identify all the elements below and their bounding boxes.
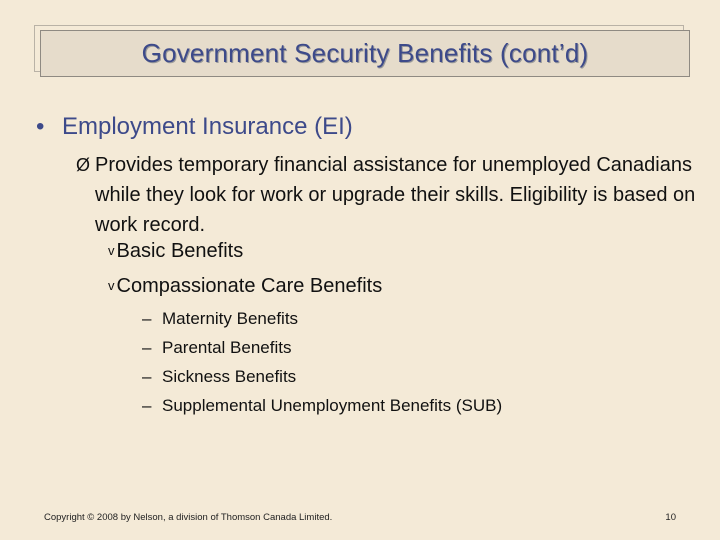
bullet-dot-icon: • (36, 113, 45, 140)
dash-bullet: – (142, 367, 152, 386)
slide-title: Government Security Benefits (cont’d) (141, 38, 589, 68)
benefit-item-label: Compassionate Care Benefits (116, 275, 383, 297)
page-number: 10 (665, 512, 676, 523)
sub-benefit-label: Parental Benefits (162, 338, 292, 357)
benefit-item-label: Basic Benefits (116, 240, 244, 262)
subbullet-text: Provides temporary financial assistance for unemployed Canadians while they look for work or upgrade their skills. Eligibility is based on work record. (95, 154, 696, 236)
bullet-employment-insurance (36, 113, 353, 141)
sub-benefit-label: Maternity Benefits (162, 309, 299, 328)
benefit-item-basic (108, 240, 243, 263)
sub-benefit-label: Supplemental Unemployment Benefits (SUB) (162, 396, 503, 415)
dash-bullet: – (142, 309, 152, 328)
sub-benefit-parental (142, 338, 291, 358)
sub-benefit-maternity (142, 309, 298, 329)
copyright-footer: Copyright © 2008 by Nelson, a division of Thomson Canada Limited. (44, 512, 333, 523)
arrow-bullet-icon: Ø (76, 155, 91, 175)
diamond-bullet-icon: v (108, 243, 115, 258)
dash-bullet: – (142, 396, 152, 415)
dash-bullet: – (142, 338, 152, 357)
sub-benefit-label: Sickness Benefits (162, 367, 297, 386)
subbullet-description (76, 150, 696, 240)
bullet-text: Employment Insurance (EI) (62, 113, 353, 140)
sub-benefit-sickness (142, 367, 296, 387)
diamond-bullet-icon: v (108, 278, 115, 293)
benefit-item-compassionate (108, 275, 382, 298)
sub-benefit-sub (142, 396, 502, 416)
